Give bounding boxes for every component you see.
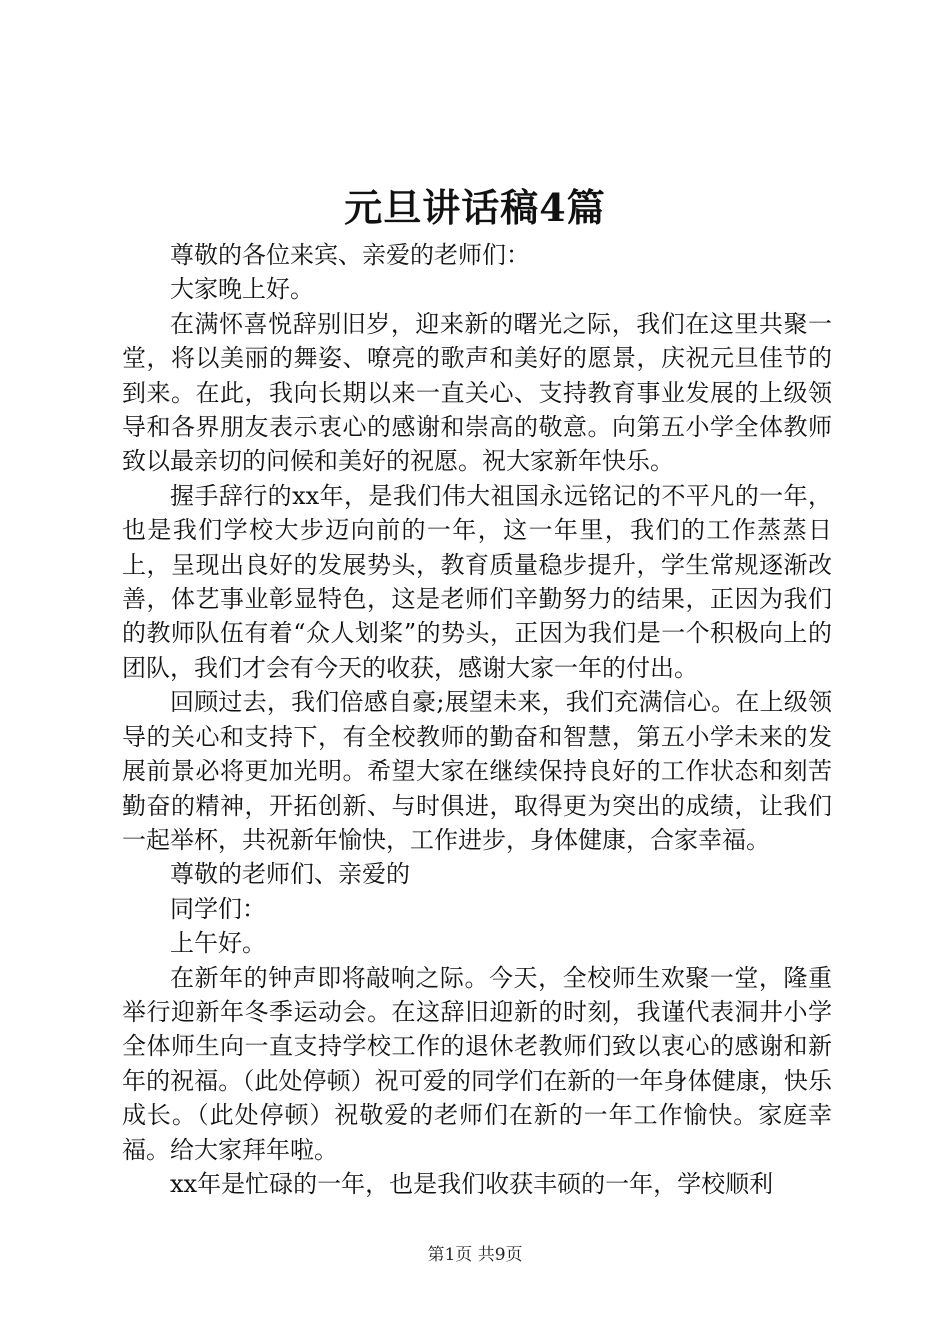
- paragraph: xx年是忙碌的一年，也是我们收获丰硕的一年，学校顺利: [170, 1169, 774, 1198]
- paragraph-salutation: 尊敬的各位来宾、亲爱的老师们：: [170, 241, 530, 269]
- document-body: [122, 238, 832, 1201]
- paragraph-greeting: 上午好。: [170, 929, 266, 958]
- page-number-footer: 第1页 共9页: [427, 1245, 523, 1265]
- paragraph: 在满怀喜悦辞别旧岁，迎来新的曙光之际，我们在这里共聚一堂，将以美丽的舞姿、嘹亮的歌声和美好的愿景，庆祝元旦佳节的到来。在此，我向长期以来一直关心、支持教育事业发展的上级领导和各界朋友表示衷心的感谢和崇高的敬意。向第五小学全体教师致以最亲切的问候和美好的祝愿。祝大家新年快乐。: [122, 309, 832, 476]
- paragraph-greeting: 大家晚上好。: [170, 275, 314, 304]
- document-title: 元旦讲话稿4篇: [344, 185, 606, 230]
- paragraph: 回顾过去，我们倍感自豪;展望未来，我们充满信心。在上级领导的关心和支持下，有全校教师的勤奋和智慧，第五小学未来的发展前景必将更加光明。希望大家在继续保持良好的工作状态和刻苦勤奋的精神，开拓创新、与时俱进，取得更为突出的成绩，让我们一起举杯，共祝新年愉快，工作进步，身体健康，合家幸福。: [122, 688, 832, 854]
- paragraph: 握手辞行的xx年，是我们伟大祖国永远铭记的不平凡的一年，也是我们学校大步迈向前的一年，这一年里，我们的工作蒸蒸日上，呈现出良好的发展势头，教育质量稳步提升，学生常规逐渐改善，体艺事业彰显特色，这是老师们辛勤努力的结果，正因为我们的教师队伍有着“众人划桨”的势头，正因为我们是一个积极向上的团队，我们才会有今天的收获，感谢大家一年的付出。: [122, 481, 832, 682]
- paragraph-salutation: 同学们：: [170, 894, 266, 923]
- paragraph: 在新年的钟声即将敲响之际。今天，全校师生欢聚一堂，隆重举行迎新年冬季运动会。在这辞旧迎新的时刻，我谨代表洞井小学全体师生向一直支持学校工作的退休老教师们致以衷心的感谢和新年的祝福。（此处停顿）祝可爱的同学们在新的一年身体健康，快乐成长。（此处停顿）祝敬爱的老师们在新的一年工作愉快。家庭幸福。给大家拜年啦。: [122, 963, 832, 1164]
- paragraph-salutation: 尊敬的老师们、亲爱的: [170, 860, 410, 889]
